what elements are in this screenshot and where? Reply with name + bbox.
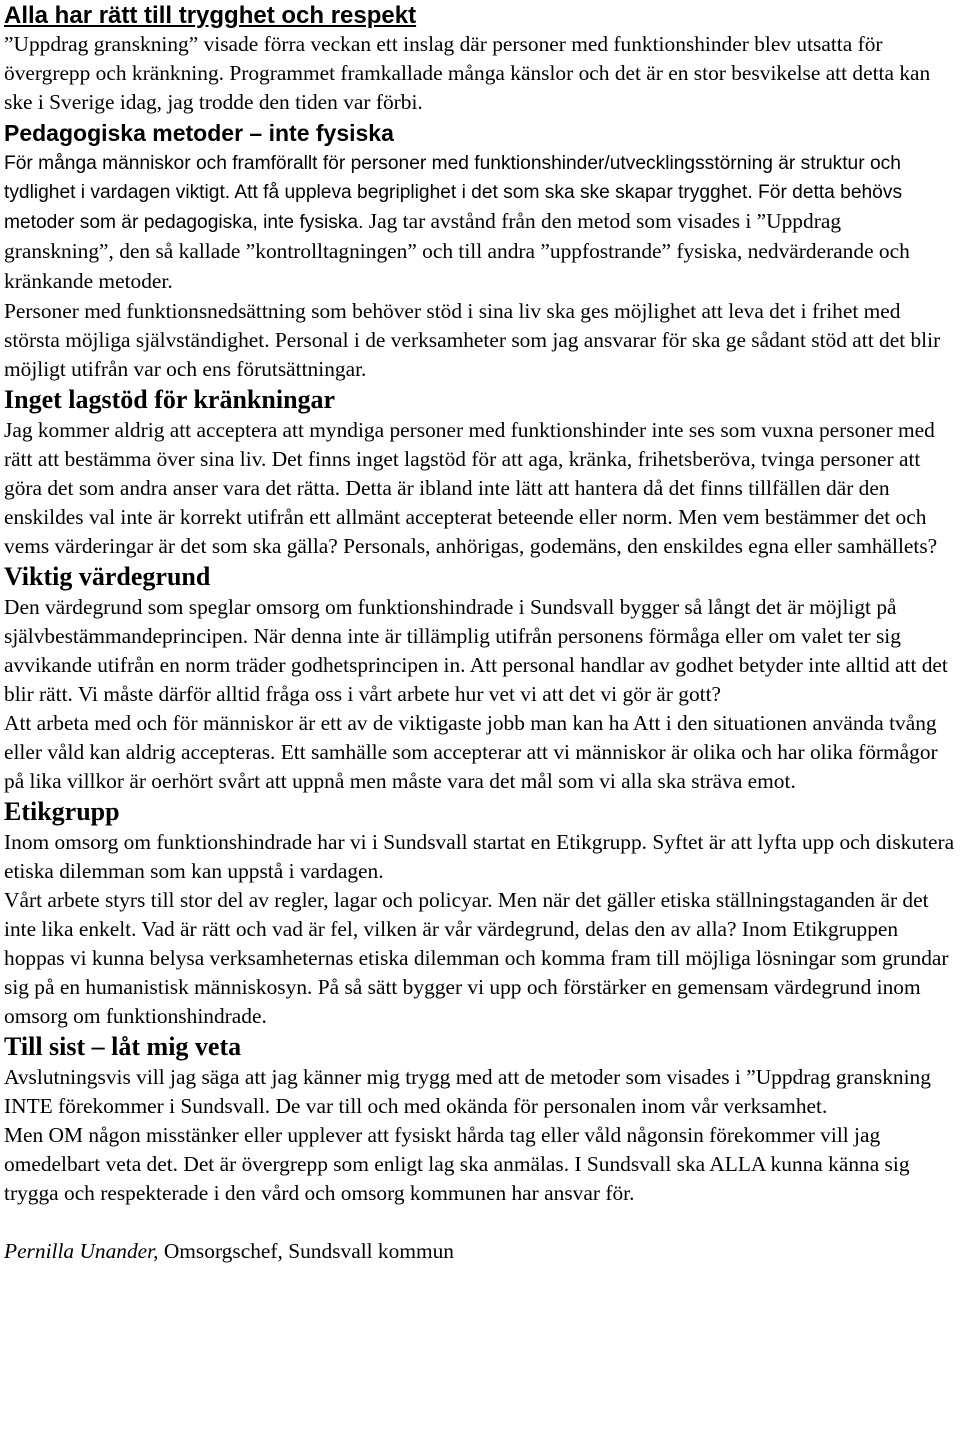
paragraph-text-serif: Jag tar avstånd från den metod som visades i ”Uppdrag granskning”, den så kallade ”kontrolltagningen” och till andra ”uppfostrande” fysiska, nedvärderande och kränkande metoder. [4,209,910,293]
section-paragraph: Att arbeta med och för människor är ett av de viktigaste jobb man kan ha Att i den situationen använda tvång eller våld kan aldrig accepteras. Ett samhälle som accepterar att vi människor är olika och har olika förmågor på lika villkor är oerhört svårt att uppnå men måste vara det mål som vi alla ska sträva emot. [4,711,938,793]
section-heading: Inget lagstöd för kränkningar [4,385,336,414]
signature [4,1237,956,1266]
section-heading: Pedagogiska metoder – inte fysiska [4,120,394,146]
paragraph-text-sans: För många människor och framförallt för personer med funktionshinder/utvecklingsstörning är struktur och tydlighet i vardagen viktigt. Att få uppleva begriplighet i det som ska ske skapar trygghet. För detta behövs metoder som är pedagogiska, inte fysiska. [4,153,903,233]
signature-name: Pernilla Unander, [4,1239,159,1263]
page-title: Alla har rätt till trygghet och respekt [4,2,417,29]
signature-role: Omsorgschef, Sundsvall kommun [158,1239,454,1263]
section-etikgrupp [4,796,956,1031]
spacer [4,1208,956,1237]
section-heading: Viktig värdegrund [4,562,211,591]
section-viktig-vardegrund [4,561,956,796]
section-heading: Etikgrupp [4,797,120,826]
section-till-sist [4,1031,956,1208]
section-paragraph: Avslutningsvis vill jag säga att jag känner mig trygg med att de metoder som visades i ”Uppdrag granskning INTE förekommer i Sundsvall. De var till och med okända för personalen inom vår verksamhet. [4,1065,931,1118]
section-paragraph: Inom omsorg om funktionshindrade har vi i Sundsvall startat en Etikgrupp. Syftet är att lyfta upp och diskutera etiska dilemman som kan uppstå i vardagen. [4,830,955,883]
section-paragraph: Jag kommer aldrig att acceptera att myndiga personer med funktionshinder inte ses som vuxna personer med rätt att bestämma över sina liv. Det finns inget lagstöd för att aga, kränka, frihetsberöva, tvinga personer att göra det som andra anser vara det rätta. Detta är ibland inte lätt att hantera då det finns tillfällen där den enskildes val inte är korrekt utifrån ett allmänt accepterat beteende eller norm. Men vem bestämmer det och vems värderingar är det som ska gälla? Personals, anhörigas, godemäns, den enskildes egna eller samhällets? [4,418,938,558]
section-pedagogiska-metoder [4,117,956,384]
section-heading: Till sist – låt mig veta [4,1032,242,1061]
section-paragraph: Personer med funktionsnedsättning som behöver stöd i sina liv ska ges möjlighet att leva det i frihet med största möjliga självständighet. Personal i de verksamheter som jag ansvarar för ska ge sådant stöd att det blir möjligt utifrån var och ens förutsättningar. [4,299,941,381]
section-inget-lagstod [4,384,956,561]
article [4,0,956,1266]
section-paragraph: Men OM någon misstänker eller upplever att fysiskt hårda tag eller våld någonsin förekommer vill jag omedelbart veta det. Det är övergrepp som enligt lag ska anmälas. I Sundsvall ska ALLA kunna känna sig trygga och respekterade i den vård och omsorg kommunen har ansvar för. [4,1123,910,1205]
section-paragraph: Den värdegrund som speglar omsorg om funktionshindrade i Sundsvall bygger så långt det är möjligt på självbestämmandeprincipen. När denna inte är tillämplig utifrån personens förmåga eller om valet ter sig avvikande utifrån en norm träder godhetsprincipen in. Att personal handlar av godhet betyder inte alltid att det blir rätt. Vi måste därför alltid fråga oss i vårt arbete hur vet vi att det vi gör är gott? [4,595,948,706]
intro-paragraph: ”Uppdrag granskning” visade förra veckan ett inslag där personer med funktionshinder blev utsatta för övergrepp och kränkning. Programmet framkallade många känslor och det är en stor besvikelse att detta kan ske i Sverige idag, jag trodde den tiden var förbi. [4,32,931,114]
section-paragraph: Vårt arbete styrs till stor del av regler, lagar och policyar. Men när det gäller etiska ställningstaganden är det inte lika enkelt. Vad är rätt och vad är fel, vilken är vår värdegrund, delas den av alla? Inom Etikgruppen hoppas vi kunna belysa verksamheternas etiska dilemman och komma fram till möjliga lösningar som grundar sig på en humanistisk människosyn. På så sätt bygger vi upp och förstärker en gemensam värdegrund inom omsorg om funktionshindrade. [4,888,949,1028]
section-paragraph [4,149,956,297]
